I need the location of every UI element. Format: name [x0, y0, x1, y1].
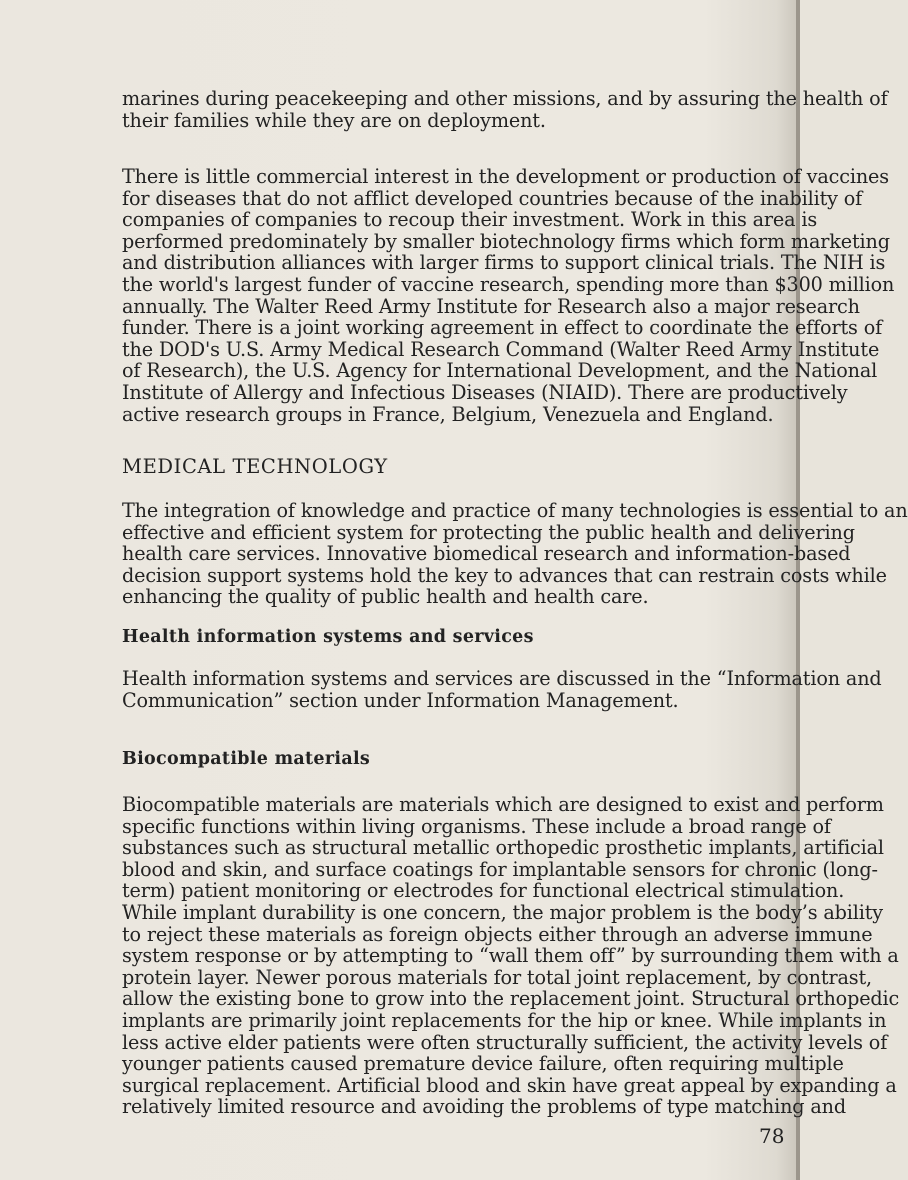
- text-line: specific functions within living organisms. These include a broad range of: [122, 814, 831, 838]
- text-line: the DOD's U.S. Army Medical Research Command (Walter Reed Army Institute: [122, 337, 880, 361]
- text-line: The integration of knowledge and practice of many technologies is essential to an: [122, 499, 908, 522]
- text-line: the world's largest funder of vaccine research, spending more than $300 million: [122, 272, 895, 296]
- paragraph-technology-integration: [122, 499, 908, 609]
- text-line: funder. There is a joint working agreement in effect to coordinate the efforts of: [122, 316, 883, 340]
- text-line: performed predominately by smaller biotechnology firms which form marketing: [122, 229, 890, 253]
- text-line: enhancing the quality of public health and health care.: [122, 585, 649, 609]
- text-line: active research groups in France, Belgium, Venezuela and England.: [122, 402, 774, 426]
- text-line: Health information systems and services are discussed in the “Information and: [122, 667, 882, 690]
- text-line: Institute of Allergy and Infectious Diseases (NIAID). There are productively: [122, 380, 848, 404]
- paragraph: [122, 667, 882, 712]
- paragraph-health-information: [122, 667, 882, 712]
- text-line: allow the existing bone to grow into the replacement joint. Structural orthopedic: [122, 987, 900, 1011]
- text-line: relatively limited resource and avoiding the problems of type matching and: [122, 1095, 847, 1119]
- subheading-biocompatible-materials: Biocompatible materials: [122, 749, 371, 769]
- text-line: effective and efficient system for protecting the public health and delivering: [122, 520, 855, 544]
- text-line: substances such as structural metallic orthopedic prosthetic implants, artificial: [122, 836, 884, 860]
- text-line: term) patient monitoring or electrodes for functional electrical stimulation.: [122, 879, 845, 903]
- text-line: decision support systems hold the key to advances that can restrain costs while: [122, 563, 887, 587]
- paragraph-biocompatible-materials: [122, 793, 900, 1119]
- text-line: Biocompatible materials are materials which are designed to exist and perform: [122, 793, 884, 816]
- text-line: companies of companies to recoup their investment. Work in this area is: [122, 208, 818, 232]
- paragraph: [122, 793, 900, 1119]
- text-line: younger patients caused premature device failure, often requiring multiple: [122, 1052, 844, 1076]
- section-heading-medical-technology: MEDICAL TECHNOLOGY: [122, 455, 388, 478]
- text-line: health care services. Innovative biomedical research and information-based: [122, 542, 851, 566]
- subheading-health-information-systems: Health information systems and services: [122, 627, 534, 647]
- text-line: protein layer. Newer porous materials for total joint replacement, by contrast,: [122, 965, 872, 989]
- paragraph: [122, 499, 908, 609]
- text-line: of Research), the U.S. Agency for International Development, and the National: [122, 359, 878, 383]
- text-line: and distribution alliances with larger firms to support clinical trials. The NIH is: [122, 251, 886, 275]
- paragraph: [122, 87, 888, 132]
- paragraph-vaccine-interest: [122, 165, 895, 426]
- text-line: system response or by attempting to “wall them off” by surrounding them with a: [122, 944, 899, 968]
- text-line: less active elder patients were often structurally sufficient, the activity levels of: [122, 1030, 888, 1054]
- text-line: blood and skin, and surface coatings for implantable sensors for chronic (long-: [122, 857, 878, 881]
- text-line: marines during peacekeeping and other missions, and by assuring the health of: [122, 87, 888, 110]
- paragraph: [122, 165, 895, 426]
- text-line: implants are primarily joint replacements for the hip or knee. While implants in: [122, 1008, 887, 1032]
- text-line: for diseases that do not afflict developed countries because of the inability of: [122, 186, 863, 210]
- text-line: surgical replacement. Artificial blood and skin have great appeal by expanding a: [122, 1073, 897, 1097]
- text-line: There is little commercial interest in the development or production of vaccines: [122, 165, 889, 188]
- paragraph-continuation: [122, 87, 888, 132]
- text-line: their families while they are on deployment.: [122, 108, 546, 132]
- text-line: Communication” section under Information Management.: [122, 688, 679, 712]
- text-line: to reject these materials as foreign objects either through an adverse immune: [122, 922, 873, 946]
- text-line: annually. The Walter Reed Army Institute for Research also a major research: [122, 294, 860, 318]
- text-line: While implant durability is one concern, the major problem is the body’s ability: [122, 900, 883, 924]
- page-number: 78: [759, 1124, 785, 1148]
